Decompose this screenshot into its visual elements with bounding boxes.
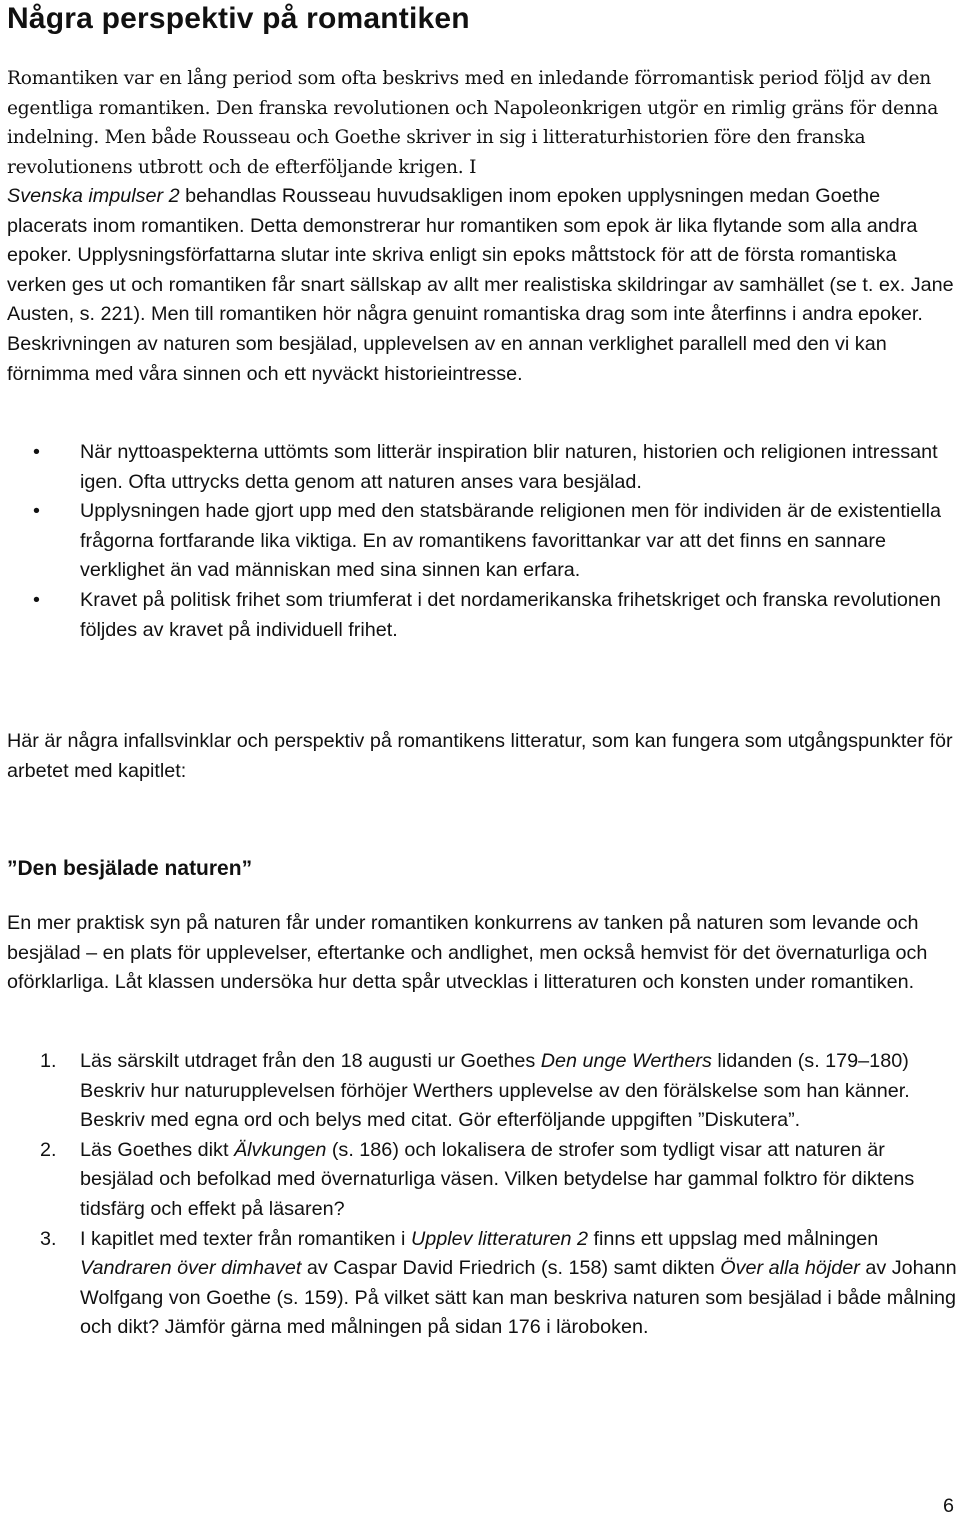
task-text: av Johann Wolfgang von Goethe (s. 159). På vilket sätt kan man beskriva naturen som besjälad i både målning och dikt? Jämför gärna med målningen på sidan 176 i läroboken. xyxy=(80,1257,957,1339)
task-number: 3. xyxy=(40,1227,57,1250)
list-item xyxy=(7,1225,957,1343)
task-list xyxy=(7,1047,957,1343)
task-text: lidanden (s. 179–180) Beskriv hur naturupplevelsen förhöjer Werthers upplevelse av den förälskelse som han känner. Beskriv med egna ord och belys med citat. Gör efterföljande uppgiften ”Diskutera”. xyxy=(80,1050,910,1132)
section-heading: ”Den besjälade naturen” xyxy=(7,857,253,880)
page-title: Några perspektiv på romantiken xyxy=(7,2,470,35)
task-text: Läs Goethes dikt xyxy=(80,1138,234,1161)
work-title: Vandraren över dimhavet xyxy=(80,1257,302,1280)
section-intro-paragraph: En mer praktisk syn på naturen får under romantiken konkurrens av tanken på naturen som levande och besjälad – en plats för upplevelser, eftertanke och andlighet, men också hemvist för det övernaturliga och oförklarliga. Låt klassen undersöka hur detta spår utvecklas i litteraturen och konsten under romantiken. xyxy=(7,912,928,994)
task-number: 2. xyxy=(40,1138,57,1161)
list-item xyxy=(7,1047,957,1136)
task-text: (s. 186) och lokalisera de strofer som tydligt visar att naturen är besjälad och befolkad med övernaturliga väsen. Vilken betydelse har gammal folktro för diktens tidsfärg och effekt på läsaren? xyxy=(80,1138,915,1220)
bullet-list xyxy=(7,438,957,645)
intro-paragraph-sans xyxy=(7,182,957,389)
task-text: av Caspar David Friedrich (s. 158) samt dikten xyxy=(301,1257,721,1280)
intro-text-sans: behandlas Rousseau huvudsakligen inom epoken upplysningen medan Goethe placerats inom romantiken. Detta demonstrerar hur romantiken som epok är lika flytande som alla andra epoker. Upplysningsförfattarna slutar inte skriva enligt sin epoks måttstock för att de första romantiska verken ges ut och romantiken får snart sällskap av allt mer realistiska skildringar av samhället (se t. ex. Jane Austen, s. 221). Men till romantiken hör några genuint romantiska drag som inte återfinns i andra epoker. Beskrivningen av naturen som besjälad, upplevelsen av en annan verklighet parallell med den vi kan förnimma med våra sinnen och ett nyväckt historieintresse. xyxy=(7,185,954,385)
bullet-text-3: Kravet på politisk frihet som triumferat i det nordamerikanska frihetskriget och franska revolutionen följdes av kravet på individuell frihet. xyxy=(80,588,941,641)
bullet-icon: • xyxy=(33,588,40,611)
list-item xyxy=(7,497,957,586)
intro-text-serif: Romantiken var en lång period som ofta beskrivs med en inledande förromantisk period följd av den egentliga romantiken. Den franska revolutionen och Napoleonkrigen utgör en rimlig gräns för denna indelning. Men både Rousseau och Goethe skriver in sig i litteraturhistorien före den franska revolutionens utbrott och de efterföljande krigen. I xyxy=(7,68,939,178)
bullet-icon: • xyxy=(33,500,40,523)
bullet-text-1: När nyttoaspekterna uttömts som litterär inspiration blir naturen, historien och religionen intressant igen. Ofta uttrycks detta genom att naturen anses vara besjälad. xyxy=(80,441,938,493)
work-title: Den unge Werthers xyxy=(540,1050,712,1072)
task-text: Läs särskilt utdraget från den 18 augusti ur Goethes xyxy=(80,1050,541,1072)
intro-paragraph-serif xyxy=(7,64,955,182)
page-number: 6 xyxy=(942,1495,954,1517)
task-text: finns ett uppslag med målningen xyxy=(587,1227,879,1250)
task-number: 1. xyxy=(40,1050,57,1072)
list-item xyxy=(7,1136,957,1225)
task-text: I kapitlet med texter från romantiken i xyxy=(80,1227,411,1250)
work-title: Älvkungen xyxy=(233,1138,327,1161)
list-item xyxy=(7,586,957,645)
bullet-text-2: Upplysningen hade gjort upp med den statsbärande religionen men för individen är de existentiella frågorna fortfarande lika viktiga. En av romantikens favorittankar var att det finns en sannare verklighet än vad människan med sina sinnen kan erfara. xyxy=(80,500,942,582)
book-title-svenska-impulser: Svenska impulser 2 xyxy=(7,185,180,207)
bullet-icon: • xyxy=(33,441,40,463)
list-item xyxy=(7,438,957,497)
work-title: Upplev litteraturen 2 xyxy=(410,1227,588,1250)
work-title: Över alla höjder xyxy=(720,1257,860,1280)
transition-paragraph: Här är några infallsvinklar och perspektiv på romantikens litteratur, som kan fungera som utgångspunkter för arbetet med kapitlet: xyxy=(7,730,953,782)
